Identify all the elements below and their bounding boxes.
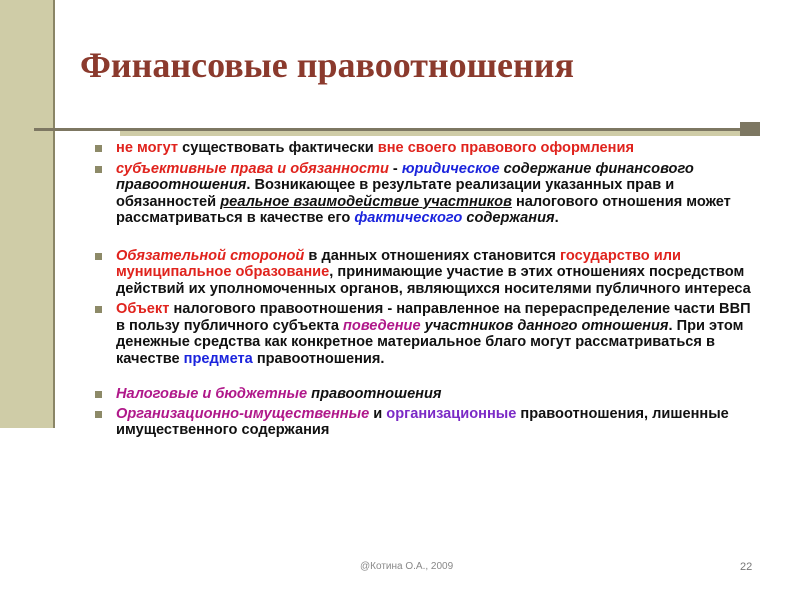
square-bullet-icon xyxy=(95,306,102,313)
text-segment: юридическое xyxy=(401,160,500,177)
text-segment: налогового отношения может рассматриваться в качестве его xyxy=(116,193,731,226)
text-segment: фактического xyxy=(354,210,463,226)
slide-title: Финансовые правоотношения xyxy=(80,45,574,85)
text-segment: и xyxy=(369,405,387,422)
text-segment: - xyxy=(388,160,402,177)
text-segment: правоотношения, лишенные имущественного содержания xyxy=(116,405,729,438)
text-segment: участников данного отношения xyxy=(420,317,669,334)
bullet-text xyxy=(116,301,751,367)
text-segment: реальное взаимодействие участников xyxy=(220,193,512,210)
bullet-text xyxy=(116,140,634,156)
text-segment: поведение xyxy=(343,317,421,334)
divider-end-tick xyxy=(740,122,760,136)
text-segment: государство или муниципальное образование xyxy=(116,247,681,280)
text-segment: Налоговые и бюджетные xyxy=(116,386,308,402)
bullet-item-1 xyxy=(94,140,754,157)
bullet-item-5 xyxy=(94,386,754,403)
text-segment: правоотношения xyxy=(307,386,442,402)
text-segment: субъективные права и обязанности xyxy=(116,160,389,177)
text-segment: не могут xyxy=(116,140,179,156)
text-segment: в данных отношениях становится xyxy=(304,247,560,264)
slide-footer: @Котина О.А., 2009 xyxy=(360,561,454,572)
square-bullet-icon xyxy=(95,145,102,152)
text-segment: существовать фактически xyxy=(178,140,378,156)
square-bullet-icon xyxy=(95,253,102,260)
page-number: 22 xyxy=(740,561,753,573)
bullet-text xyxy=(116,386,442,402)
bullet-item-6 xyxy=(94,406,754,439)
bullet-text xyxy=(116,406,729,439)
text-segment: содержания xyxy=(462,210,555,226)
text-segment: , принимающие участие в этих отношениях посредством действий их уполномоченных органов, являющихся носителями публичного интереса xyxy=(116,264,751,297)
left-accent-band xyxy=(0,0,53,428)
text-segment: содержание финансового правоотношения xyxy=(116,160,694,193)
left-accent-line xyxy=(53,0,55,428)
text-segment: Организационно-имущественные xyxy=(116,405,370,422)
text-segment: . xyxy=(554,210,559,226)
bullet-list xyxy=(94,136,754,439)
text-segment: . Возникающее в результате реализации указанных прав и обязанностей xyxy=(116,177,675,210)
text-segment: организационные xyxy=(386,405,517,422)
bullet-text xyxy=(116,161,731,227)
square-bullet-icon xyxy=(95,391,102,398)
text-segment: . При этом денежные средства как конкретное материальное благо могут рассматриваться в качестве xyxy=(116,317,744,367)
square-bullet-icon xyxy=(95,411,102,418)
text-segment: правоотношения. xyxy=(252,350,385,367)
text-segment: Обязательной стороной xyxy=(116,247,305,264)
bullet-item-3 xyxy=(94,248,754,298)
text-segment: вне своего правового оформления xyxy=(377,140,634,156)
bullet-item-2 xyxy=(94,161,754,227)
bullet-text xyxy=(116,248,751,297)
square-bullet-icon xyxy=(95,166,102,173)
text-segment: предмета xyxy=(183,350,253,367)
bullet-item-4 xyxy=(94,301,754,367)
text-segment: Объект xyxy=(116,301,170,317)
text-segment: налогового правоотношения - направленное на перераспределение части ВВП в пользу публичного субъекта xyxy=(116,301,751,334)
